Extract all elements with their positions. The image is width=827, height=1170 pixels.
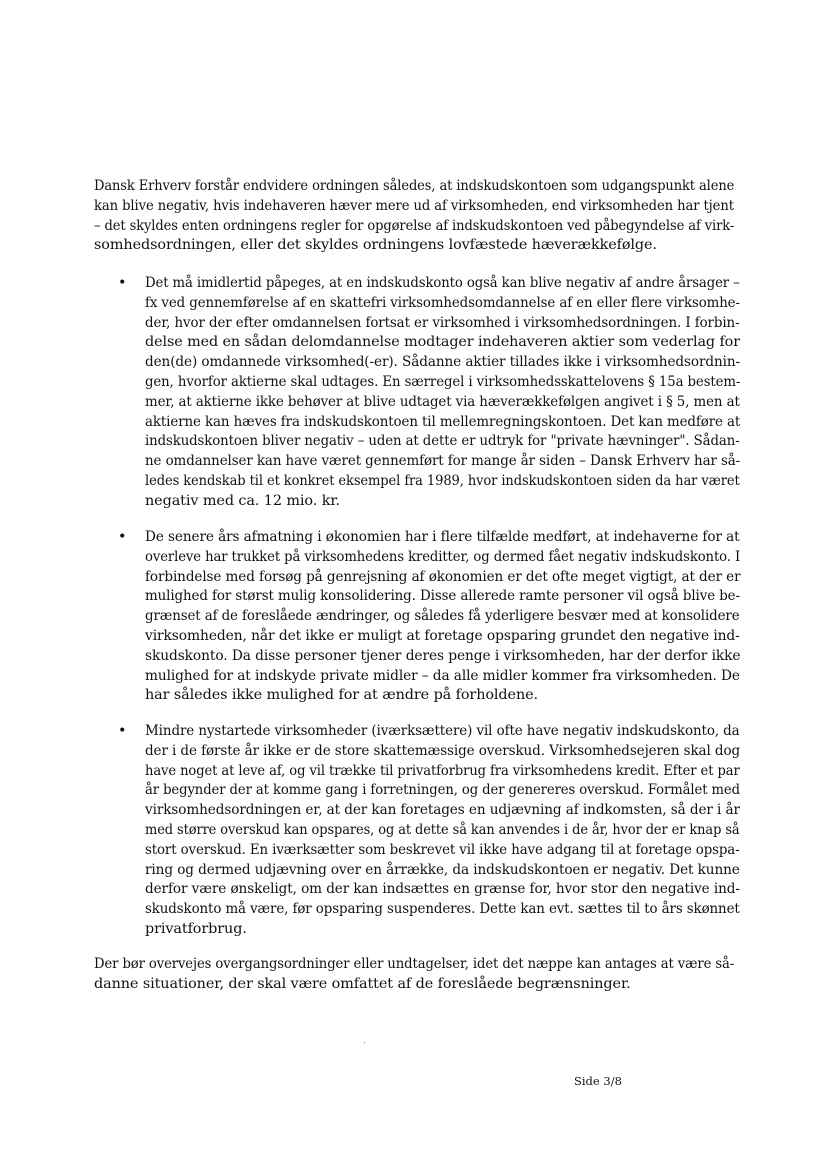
- bullet-line: have noget at leve af, og vil trække til privatforbrug fra virksomhedens kredit. Efter et par: [145, 762, 740, 779]
- closing-line: Der bør overvejes overgangsordninger eller undtagelser, idet det næppe kan antages at være så-: [94, 956, 735, 972]
- bullet-icon: •: [118, 275, 127, 291]
- intro-paragraph: [94, 177, 734, 256]
- bullet-line: ledes kendskab til et konkret eksempel fra 1989, hvor indskudskontoen siden da har været: [145, 472, 740, 489]
- closing-paragraph: [94, 955, 734, 995]
- intro-line: Dansk Erhverv forstår endvidere ordningen således, at indskudskontoen som udgangspunkt alene: [94, 178, 735, 194]
- bullet-line: privatforbrug.: [145, 920, 247, 937]
- bullet-line: fx ved gennemførelse af en skattefri virksomhedsomdannelse af en eller flere virksomhe-: [145, 294, 740, 311]
- intro-line: – det skyldes enten ordningens regler for opgørelse af indskudskontoen ved påbegyndelse af virk-: [94, 217, 735, 234]
- bullet-icon: •: [118, 723, 127, 739]
- page-number: Side 3/8: [574, 1074, 622, 1088]
- bullet-line: negativ med ca. 12 mio. kr.: [145, 492, 340, 509]
- bullet-line: år begynder der at komme gang i forretningen, og der genereres overskud. Formålet med: [145, 782, 740, 799]
- bullet-line: ne omdannelser kan have været gennemført for mange år siden – Dansk Erhverv har så-: [145, 453, 741, 470]
- bullet-line: der, hvor der efter omdannelsen fortsat er virksomhed i virksomhedsordningen. I forbin-: [145, 314, 740, 331]
- bullet-line: mer, at aktierne ikke behøver at blive udtaget via hæverækkefølgen angivet i § 5, men at: [145, 393, 740, 410]
- bullet-line: Det må imidlertid påpeges, at en indskudskonto også kan blive negativ af andre årsager –: [145, 275, 740, 291]
- bullet-line: stort overskud. En iværksætter som beskrevet vil ikke have adgang til at foretage opspa-: [145, 841, 740, 858]
- bullet-line: den(de) omdannede virksomhed(-er). Sådanne aktier tillades ikke i virksomhedsordnin-: [145, 354, 741, 371]
- bullet-text: [145, 722, 740, 940]
- bullet-line: med større overskud kan opspares, og at dette så kan anvendes i de år, hvor der er knap så: [145, 821, 740, 838]
- bullet-line: De senere års afmatning i økonomien har i flere tilfælde medført, at indehaverne for at: [145, 529, 740, 545]
- bullet-text: [145, 528, 740, 706]
- bullet-line: der i de første år ikke er de store skattemæssige overskud. Virksomhedsejeren skal dog: [145, 742, 741, 759]
- bullet-line: virksomheden, når det ikke er muligt at foretage opsparing grundet den negative ind-: [145, 627, 740, 644]
- bullet-line: aktierne kan hæves fra indskudskontoen til mellemregningskontoen. Det kan medføre at: [145, 413, 741, 430]
- scan-speck: [364, 1042, 365, 1043]
- bullet-line: Mindre nystartede virksomheder (iværksættere) vil ofte have negativ indskudskonto, da: [145, 723, 740, 739]
- bullet-line: delse med en sådan delomdannelse modtager indehaveren aktier som vederlag for: [145, 334, 740, 351]
- bullet-line: har således ikke mulighed for at ændre på forholdene.: [145, 687, 539, 704]
- bullet-line: skudskonto. Da disse personer tjener deres penge i virksomheden, har der derfor ikke: [145, 647, 741, 664]
- bullet-line: gen, hvorfor aktierne skal udtages. En særregel i virksomhedsskattelovens § 15a bestem-: [145, 373, 741, 390]
- closing-line: danne situationer, der skal være omfattet af de foreslåede begrænsninger.: [94, 975, 631, 992]
- bullet-line: virksomhedsordningen er, at der kan foretages en udjævning af indkomsten, så der i år: [145, 802, 740, 819]
- bullet-line: forbindelse med forsøg på genrejsning af økonomien er det ofte meget vigtigt, at der er: [145, 568, 741, 585]
- bullet-line: mulighed for størst mulig konsolidering. Disse allerede ramte personer vil også blive be-: [145, 588, 740, 605]
- bullet-line: skudskonto må være, før opsparing suspenderes. Dette kan evt. sættes til to års skønnet: [145, 901, 740, 918]
- bullet-line: overleve har trukket på virksomhedens kreditter, og dermed fået negativ indskudskonto. I: [145, 548, 741, 565]
- bullet-line: grænset af de foreslåede ændringer, og således få yderligere besvær med at konsolidere: [145, 608, 740, 625]
- bullet-line: derfor være ønskeligt, om der kan indsættes en grænse for, hvor stor den negative ind-: [145, 881, 740, 898]
- bullet-text: [145, 274, 740, 512]
- bullet-icon: •: [118, 529, 127, 545]
- intro-line: kan blive negativ, hvis indehaveren hæver mere ud af virksomheden, end virksomheden har tjent: [94, 197, 734, 214]
- bullet-line: ring og dermed udjævning over en årrække, da indskudskontoen er negativ. Det kunne: [145, 861, 740, 878]
- intro-line: somhedsordningen, eller det skyldes ordningens lovfæstede hæverækkefølge.: [94, 237, 657, 254]
- bullet-line: mulighed for at indskyde private midler – da alle midler kommer fra virksomheden. De: [145, 667, 740, 684]
- bullet-line: indskudskontoen bliver negativ – uden at dette er udtryk for "private hævninger". Sådan-: [145, 433, 740, 450]
